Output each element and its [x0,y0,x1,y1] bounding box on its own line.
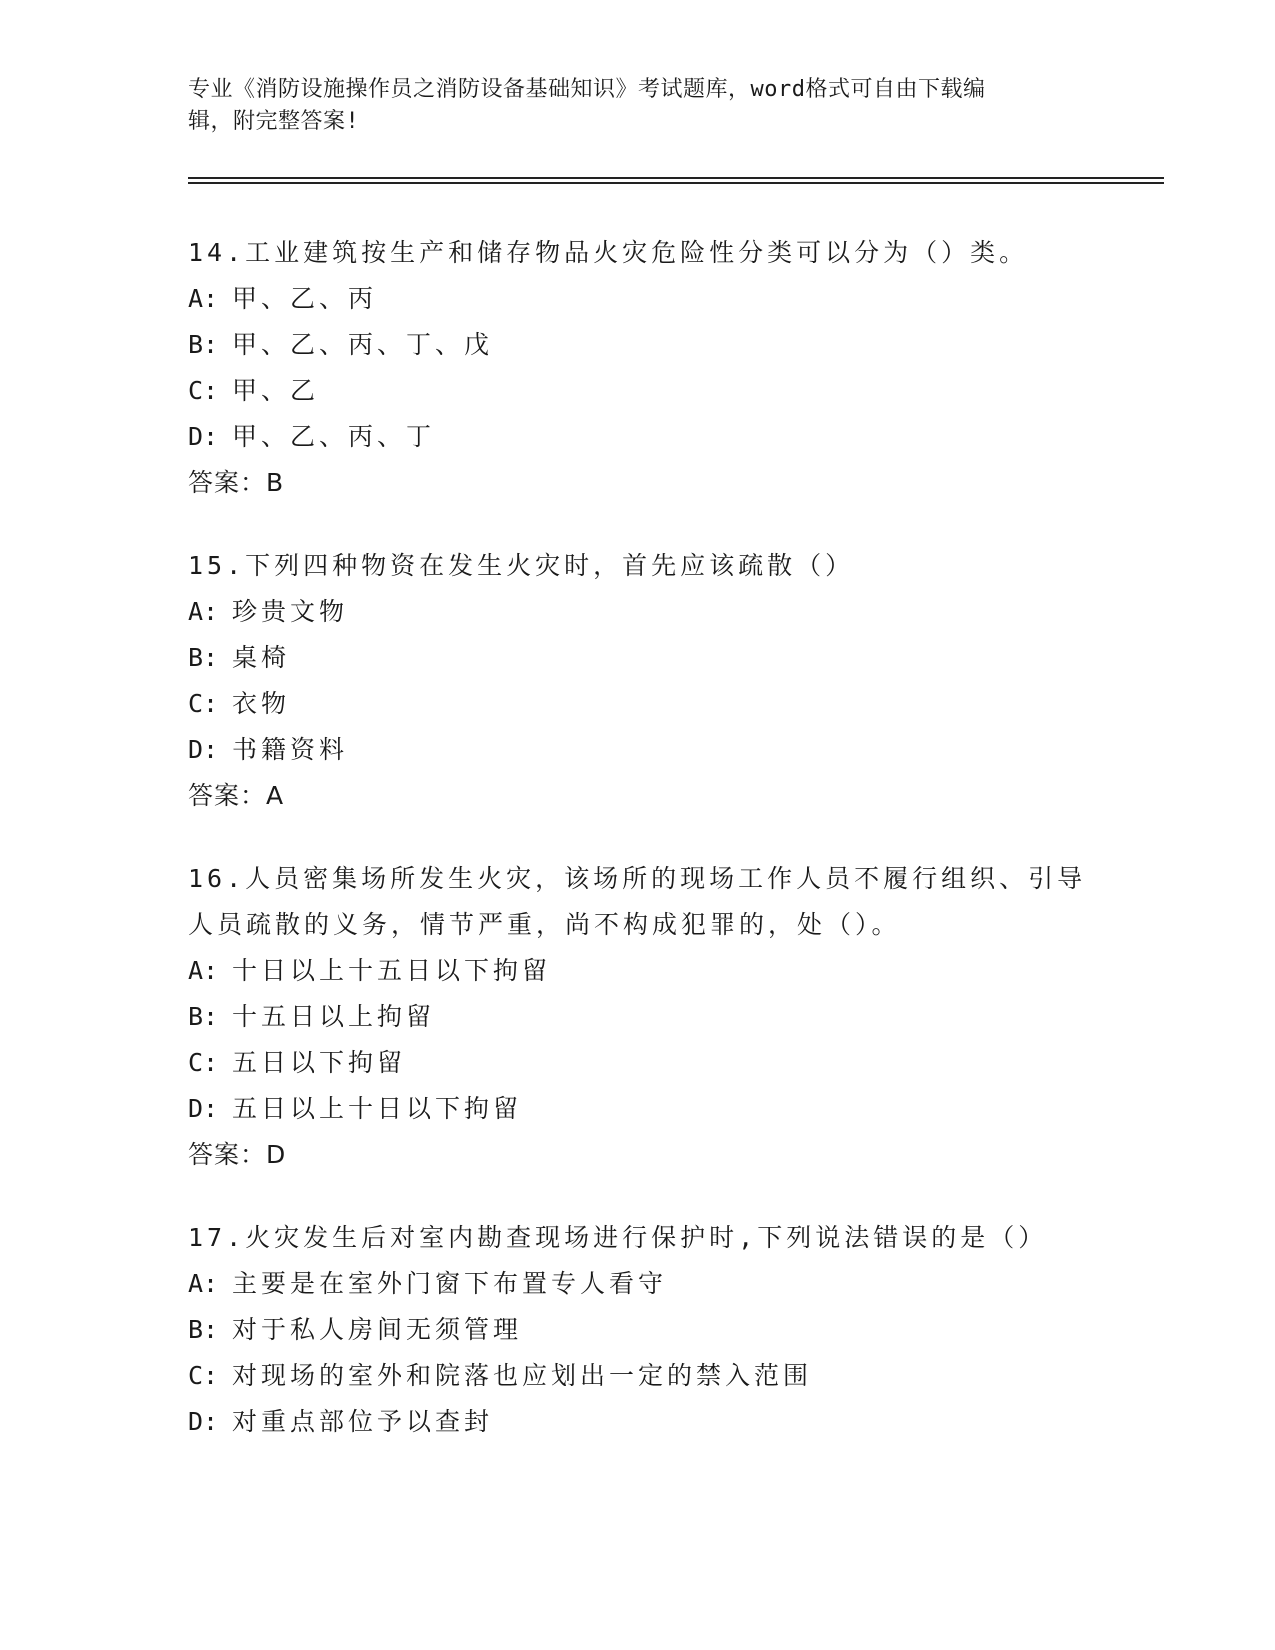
option-key: C: [188,376,219,405]
answer-line: 答案：A [188,781,285,810]
option-d [188,727,1128,773]
question-14 [188,230,1128,506]
option-text: 书籍资料 [232,735,349,764]
option-text: 甲、乙、丙、丁 [232,422,436,451]
option-a [188,589,1128,635]
question-17 [188,1215,1128,1445]
header-divider-bottom [188,182,1164,184]
header-line-1: 专业《消防设施操作员之消防设备基础知识》考试题库，word格式可自由下载编 [188,77,986,102]
option-key: D: [188,1094,219,1123]
option-b [188,994,1128,1040]
header-line-2: 辑，附完整答案! [188,109,360,134]
option-key: B: [188,643,219,672]
option-text: 十五日以上拘留 [232,1002,436,1031]
option-key: C: [188,1048,219,1077]
option-text: 珍贵文物 [232,597,349,626]
question-15 [188,543,1128,819]
question-stem: 14.工业建筑按生产和储存物品火灾危险性分类可以分为（）类。 [188,238,1029,267]
header-divider-top [188,177,1164,179]
option-text: 十日以上十五日以下拘留 [232,956,552,985]
question-stem: 15.下列四种物资在发生火灾时，首先应该疏散（） [188,551,855,580]
answer-line: 答案：B [188,468,285,497]
option-key: A: [188,284,219,313]
option-b [188,322,1128,368]
option-key: B: [188,1002,219,1031]
option-a [188,948,1128,994]
option-key: B: [188,330,219,359]
option-a [188,276,1128,322]
option-b [188,635,1128,681]
question-list [188,230,1128,1482]
answer-line: 答案：D [188,1140,287,1169]
option-text: 对重点部位予以查封 [232,1407,494,1436]
option-text: 甲、乙、丙 [232,284,378,313]
option-key: B: [188,1315,219,1344]
option-d [188,414,1128,460]
question-stem-line-1: 16.人员密集场所发生火灾，该场所的现场工作人员不履行组织、引导 [188,864,1087,893]
option-a [188,1261,1128,1307]
option-text: 五日以下拘留 [232,1048,407,1077]
option-c [188,1040,1128,1086]
option-key: D: [188,735,219,764]
option-key: C: [188,689,219,718]
option-key: A: [188,956,219,985]
option-key: D: [188,1407,219,1436]
option-key: D: [188,422,219,451]
option-text: 甲、乙 [232,376,320,405]
option-b [188,1307,1128,1353]
option-key: A: [188,1269,219,1298]
option-key: A: [188,597,219,626]
option-c [188,681,1128,727]
option-text: 桌椅 [232,643,291,672]
document-header [188,74,1088,138]
option-c [188,368,1128,414]
option-key: C: [188,1361,219,1390]
option-c [188,1353,1128,1399]
question-stem-line-2: 人员疏散的义务，情节严重，尚不构成犯罪的，处（）。 [188,910,901,939]
option-text: 对现场的室外和院落也应划出一定的禁入范围 [232,1361,813,1390]
option-text: 五日以上十日以下拘留 [232,1094,523,1123]
question-stem: 17.火灾发生后对室内勘查现场进行保护时,下列说法错误的是（） [188,1223,1048,1252]
option-d [188,1086,1128,1132]
option-text: 甲、乙、丙、丁、戊 [232,330,494,359]
option-text: 衣物 [232,689,291,718]
question-16 [188,856,1128,1178]
option-text: 主要是在室外门窗下布置专人看守 [232,1269,668,1298]
option-d [188,1399,1128,1445]
option-text: 对于私人房间无须管理 [232,1315,523,1344]
